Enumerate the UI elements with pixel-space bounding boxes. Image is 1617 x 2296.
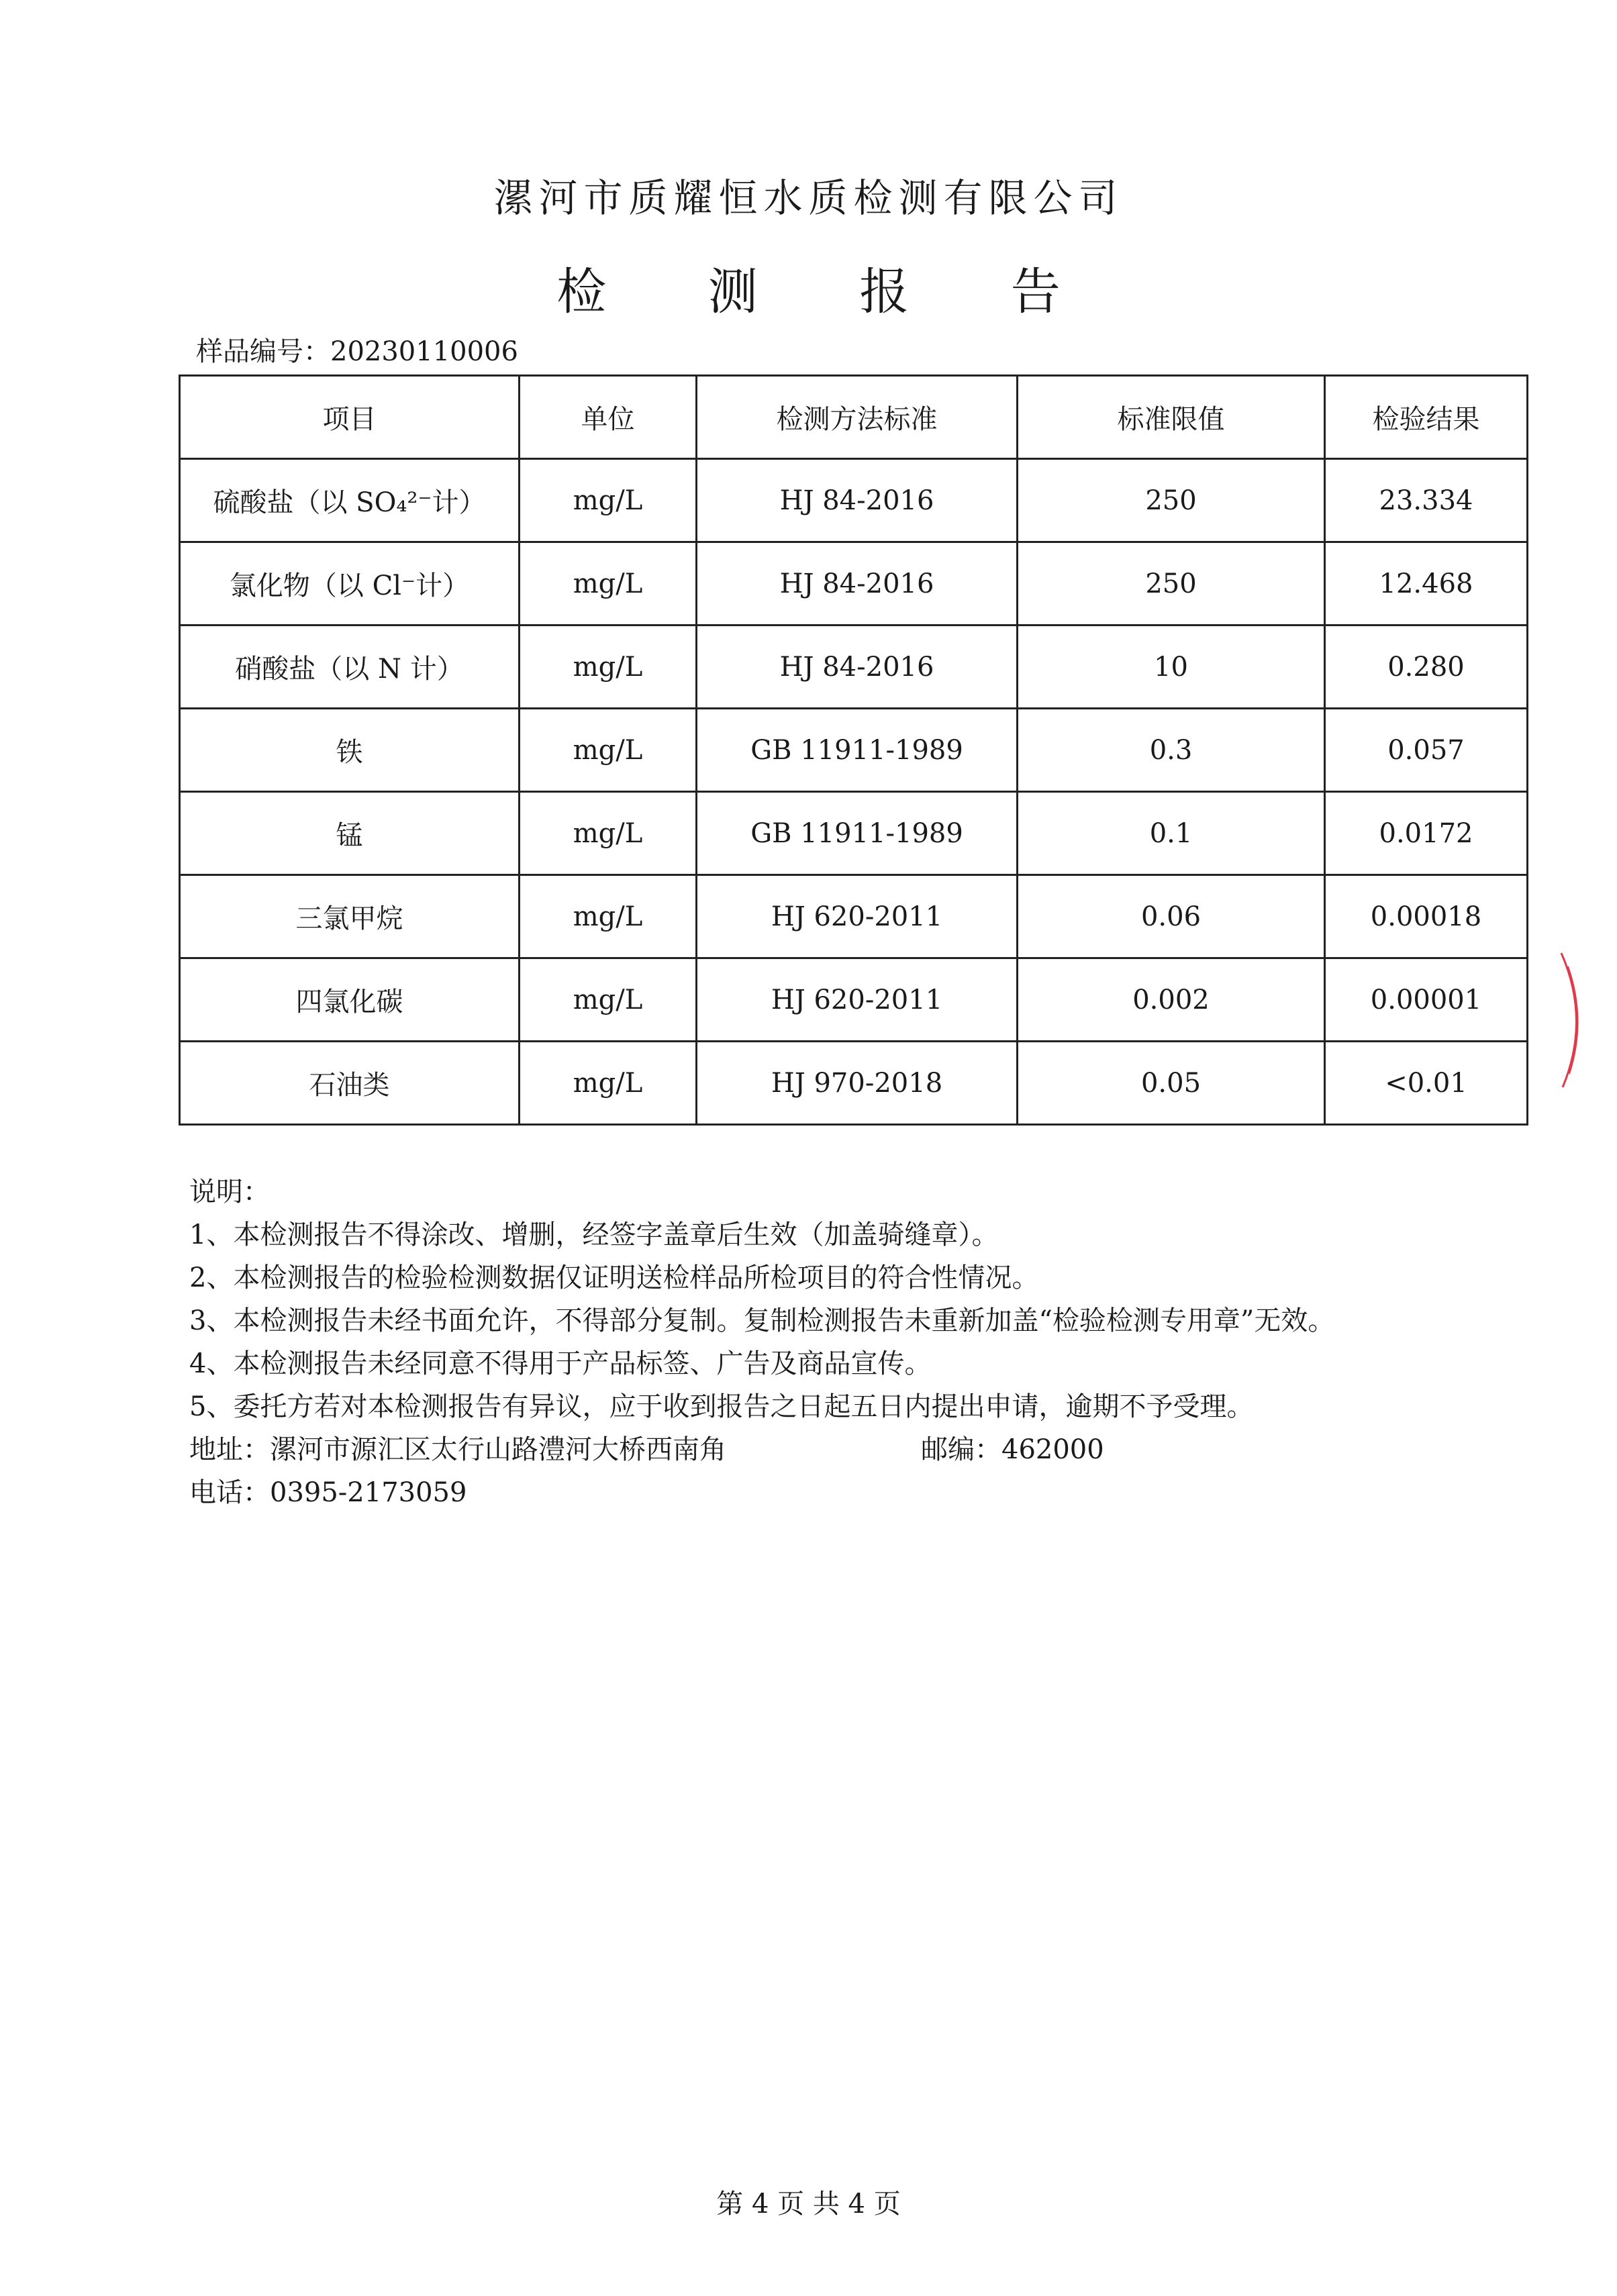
- cell-limit: 0.002: [1018, 958, 1325, 1042]
- cell-result: 23.334: [1325, 459, 1528, 542]
- cell-result: <0.01: [1325, 1042, 1528, 1125]
- cell-limit: 250: [1018, 542, 1325, 626]
- cell-unit: mg/L: [520, 958, 697, 1042]
- phone: 电话：0395-2173059: [189, 1477, 467, 1508]
- column-header-item: 项目: [180, 376, 520, 459]
- seal-edge-arc: [1561, 953, 1577, 1087]
- results-table: [179, 375, 1528, 1126]
- table-row: [180, 709, 1528, 792]
- table-row: [180, 459, 1528, 542]
- column-header-unit: 单位: [520, 376, 697, 459]
- cell-item: 氯化物（以 Cl⁻计）: [180, 542, 520, 626]
- note-item: 1、本检测报告不得涂改、增删，经签字盖章后生效（加盖骑缝章）。: [189, 1219, 999, 1250]
- table-row: [180, 626, 1528, 709]
- cell-unit: mg/L: [520, 626, 697, 709]
- cell-item: 铁: [180, 709, 520, 792]
- cell-method: HJ 84-2016: [697, 626, 1018, 709]
- cell-method: HJ 970-2018: [697, 1042, 1018, 1125]
- seal-edge-mark: [1556, 946, 1596, 1094]
- cell-method: HJ 620-2011: [697, 958, 1018, 1042]
- cell-result: 0.00001: [1325, 958, 1528, 1042]
- cell-unit: mg/L: [520, 1042, 697, 1125]
- cell-result: 0.280: [1325, 626, 1528, 709]
- cell-item: 四氯化碳: [180, 958, 520, 1042]
- sample-number-label: 样品编号：: [196, 336, 330, 367]
- table-row: [180, 958, 1528, 1042]
- cell-result: 0.057: [1325, 709, 1528, 792]
- company-name: 漯河市质耀恒水质检测有限公司: [493, 175, 1124, 221]
- cell-unit: mg/L: [520, 459, 697, 542]
- column-header-method: 检测方法标准: [697, 376, 1018, 459]
- cell-limit: 0.3: [1018, 709, 1325, 792]
- cell-item: 锰: [180, 792, 520, 875]
- note-item: 2、本检测报告的检验检测数据仅证明送检样品所检项目的符合性情况。: [189, 1262, 1039, 1293]
- notes-section: [189, 1170, 1498, 1514]
- cell-item: 硝酸盐（以 N 计）: [180, 626, 520, 709]
- table-row: [180, 875, 1528, 958]
- cell-limit: 0.1: [1018, 792, 1325, 875]
- table-row: [180, 542, 1528, 626]
- cell-result: 0.00018: [1325, 875, 1528, 958]
- postcode: 邮编：462000: [921, 1434, 1104, 1465]
- cell-method: HJ 84-2016: [697, 459, 1018, 542]
- sample-number: [196, 330, 518, 368]
- notes-heading: 说明：: [189, 1177, 270, 1207]
- cell-method: GB 11911-1989: [697, 709, 1018, 792]
- cell-limit: 250: [1018, 459, 1325, 542]
- address: 地址：漯河市源汇区太行山路澧河大桥西南角: [189, 1434, 726, 1465]
- cell-item: 硫酸盐（以 SO₄²⁻计）: [180, 459, 520, 542]
- cell-unit: mg/L: [520, 542, 697, 626]
- cell-limit: 0.05: [1018, 1042, 1325, 1125]
- sample-number-value: 20230110006: [330, 336, 518, 367]
- column-header-limit: 标准限值: [1018, 376, 1325, 459]
- cell-limit: 0.06: [1018, 875, 1325, 958]
- table-row: [180, 1042, 1528, 1125]
- cell-unit: mg/L: [520, 875, 697, 958]
- report-title: 检 测 报 告: [556, 263, 1104, 321]
- cell-unit: mg/L: [520, 792, 697, 875]
- cell-method: HJ 620-2011: [697, 875, 1018, 958]
- cell-method: GB 11911-1989: [697, 792, 1018, 875]
- cell-item: 石油类: [180, 1042, 520, 1125]
- cell-method: HJ 84-2016: [697, 542, 1018, 626]
- note-item: 3、本检测报告未经书面允许，不得部分复制。复制检测报告未重新加盖“检验检测专用章”无效。: [189, 1305, 1335, 1336]
- cell-unit: mg/L: [520, 709, 697, 792]
- table-header-row: [180, 376, 1528, 459]
- note-item: 4、本检测报告未经同意不得用于产品标签、广告及商品宣传。: [189, 1348, 932, 1379]
- page-number: 第 4 页 共 4 页: [716, 2189, 901, 2219]
- note-item: 5、委托方若对本检测报告有异议，应于收到报告之日起五日内提出申请，逾期不予受理。: [189, 1391, 1254, 1422]
- cell-result: 0.0172: [1325, 792, 1528, 875]
- cell-limit: 10: [1018, 626, 1325, 709]
- address-line: [189, 1428, 1498, 1471]
- column-header-result: 检验结果: [1325, 376, 1528, 459]
- table-row: [180, 792, 1528, 875]
- cell-item: 三氯甲烷: [180, 875, 520, 958]
- cell-result: 12.468: [1325, 542, 1528, 626]
